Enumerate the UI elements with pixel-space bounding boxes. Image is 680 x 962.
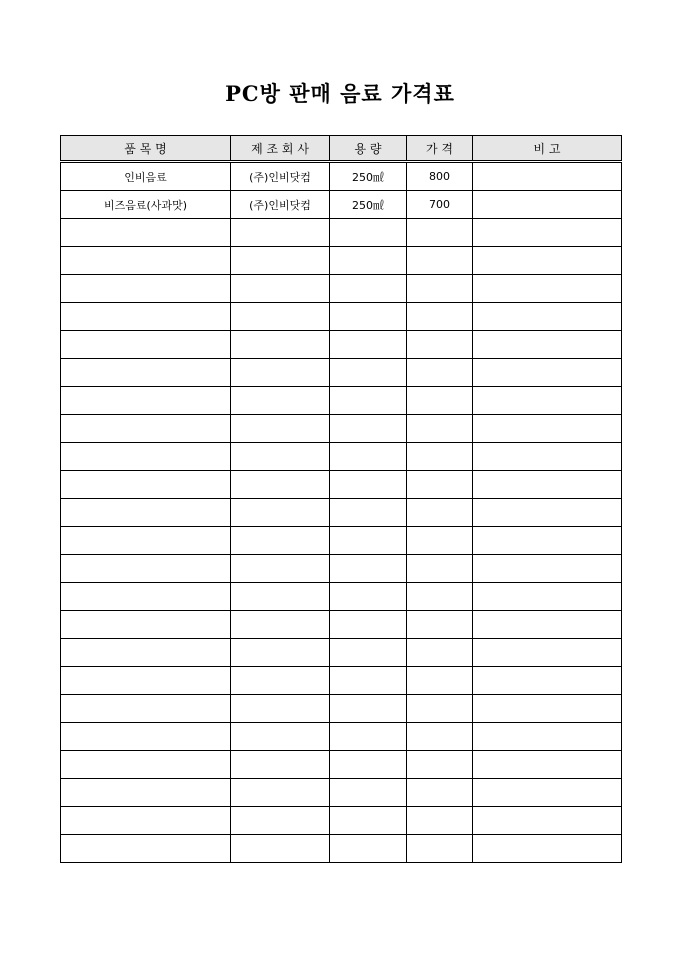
cell-remarks bbox=[473, 723, 622, 751]
cell-remarks bbox=[473, 359, 622, 387]
header-manufacturer: 제 조 회 사 bbox=[231, 136, 330, 162]
cell-remarks bbox=[473, 303, 622, 331]
table-row bbox=[61, 303, 622, 331]
cell-volume bbox=[330, 331, 407, 359]
cell-item-name bbox=[61, 555, 231, 583]
cell-remarks bbox=[473, 695, 622, 723]
cell-volume bbox=[330, 807, 407, 835]
table-row bbox=[61, 527, 622, 555]
header-remarks: 비 고 bbox=[473, 136, 622, 162]
table-row bbox=[61, 583, 622, 611]
table-row bbox=[61, 162, 622, 191]
table-row bbox=[61, 275, 622, 303]
cell-volume bbox=[330, 667, 407, 695]
cell-manufacturer bbox=[231, 415, 330, 443]
cell-manufacturer bbox=[231, 639, 330, 667]
cell-manufacturer bbox=[231, 611, 330, 639]
cell-price bbox=[407, 415, 473, 443]
cell-remarks bbox=[473, 247, 622, 275]
cell-price bbox=[407, 499, 473, 527]
cell-remarks bbox=[473, 219, 622, 247]
table-row bbox=[61, 723, 622, 751]
table-row bbox=[61, 219, 622, 247]
cell-item-name bbox=[61, 331, 231, 359]
cell-manufacturer bbox=[231, 387, 330, 415]
cell-manufacturer bbox=[231, 583, 330, 611]
cell-volume: 250㎖ bbox=[330, 191, 407, 219]
cell-volume bbox=[330, 639, 407, 667]
cell-price bbox=[407, 219, 473, 247]
table-row bbox=[61, 499, 622, 527]
cell-item-name bbox=[61, 667, 231, 695]
cell-volume bbox=[330, 359, 407, 387]
cell-remarks bbox=[473, 667, 622, 695]
cell-item-name bbox=[61, 499, 231, 527]
page-title: PC방 판매 음료 가격표 bbox=[225, 81, 455, 106]
header-price: 가 격 bbox=[407, 136, 473, 162]
cell-manufacturer bbox=[231, 751, 330, 779]
table-header-row bbox=[61, 136, 622, 162]
cell-item-name bbox=[61, 303, 231, 331]
table-row bbox=[61, 835, 622, 863]
cell-item-name bbox=[61, 359, 231, 387]
cell-price bbox=[407, 555, 473, 583]
cell-item-name bbox=[61, 275, 231, 303]
cell-price bbox=[407, 583, 473, 611]
cell-manufacturer bbox=[231, 275, 330, 303]
cell-volume bbox=[330, 611, 407, 639]
cell-volume bbox=[330, 219, 407, 247]
cell-item-name: 인비음료 bbox=[61, 162, 231, 191]
cell-remarks bbox=[473, 275, 622, 303]
cell-remarks bbox=[473, 499, 622, 527]
cell-manufacturer bbox=[231, 359, 330, 387]
table-row bbox=[61, 779, 622, 807]
cell-price bbox=[407, 751, 473, 779]
cell-item-name bbox=[61, 247, 231, 275]
cell-price: 800 bbox=[407, 162, 473, 191]
cell-price: 700 bbox=[407, 191, 473, 219]
cell-manufacturer bbox=[231, 527, 330, 555]
table-row bbox=[61, 471, 622, 499]
cell-volume bbox=[330, 415, 407, 443]
cell-remarks bbox=[473, 779, 622, 807]
cell-remarks bbox=[473, 611, 622, 639]
table-row bbox=[61, 387, 622, 415]
cell-volume: 250㎖ bbox=[330, 162, 407, 191]
table-row bbox=[61, 611, 622, 639]
table-row bbox=[61, 555, 622, 583]
table-row bbox=[61, 667, 622, 695]
cell-price bbox=[407, 723, 473, 751]
table-row bbox=[61, 807, 622, 835]
cell-remarks bbox=[473, 191, 622, 219]
cell-volume bbox=[330, 247, 407, 275]
cell-price bbox=[407, 331, 473, 359]
cell-item-name bbox=[61, 751, 231, 779]
table-row bbox=[61, 331, 622, 359]
table-row bbox=[61, 415, 622, 443]
cell-price bbox=[407, 835, 473, 863]
cell-remarks bbox=[473, 471, 622, 499]
cell-item-name bbox=[61, 779, 231, 807]
cell-remarks bbox=[473, 583, 622, 611]
cell-item-name bbox=[61, 471, 231, 499]
cell-price bbox=[407, 779, 473, 807]
table-row bbox=[61, 751, 622, 779]
cell-price bbox=[407, 387, 473, 415]
cell-item-name bbox=[61, 639, 231, 667]
cell-manufacturer bbox=[231, 667, 330, 695]
cell-manufacturer bbox=[231, 219, 330, 247]
cell-price bbox=[407, 611, 473, 639]
cell-volume bbox=[330, 527, 407, 555]
cell-volume bbox=[330, 695, 407, 723]
cell-item-name bbox=[61, 527, 231, 555]
cell-remarks bbox=[473, 835, 622, 863]
cell-volume bbox=[330, 751, 407, 779]
cell-price bbox=[407, 359, 473, 387]
cell-manufacturer bbox=[231, 303, 330, 331]
cell-manufacturer bbox=[231, 555, 330, 583]
cell-price bbox=[407, 639, 473, 667]
cell-item-name bbox=[61, 695, 231, 723]
header-item-name: 품 목 명 bbox=[61, 136, 231, 162]
cell-manufacturer: (주)인비닷컴 bbox=[231, 191, 330, 219]
cell-manufacturer: (주)인비닷컴 bbox=[231, 162, 330, 191]
table-body bbox=[61, 162, 622, 863]
table-row bbox=[61, 359, 622, 387]
cell-remarks bbox=[473, 443, 622, 471]
table-row bbox=[61, 247, 622, 275]
cell-manufacturer bbox=[231, 471, 330, 499]
cell-volume bbox=[330, 835, 407, 863]
cell-remarks bbox=[473, 639, 622, 667]
cell-remarks bbox=[473, 555, 622, 583]
cell-volume bbox=[330, 583, 407, 611]
cell-item-name bbox=[61, 387, 231, 415]
cell-item-name bbox=[61, 583, 231, 611]
cell-price bbox=[407, 807, 473, 835]
cell-item-name bbox=[61, 807, 231, 835]
table-row bbox=[61, 191, 622, 219]
cell-remarks bbox=[473, 415, 622, 443]
cell-volume bbox=[330, 499, 407, 527]
cell-manufacturer bbox=[231, 695, 330, 723]
cell-item-name bbox=[61, 611, 231, 639]
cell-remarks bbox=[473, 331, 622, 359]
cell-volume bbox=[330, 555, 407, 583]
cell-volume bbox=[330, 779, 407, 807]
cell-remarks bbox=[473, 807, 622, 835]
cell-price bbox=[407, 303, 473, 331]
cell-manufacturer bbox=[231, 779, 330, 807]
cell-item-name: 비즈음료(사과맛) bbox=[61, 191, 231, 219]
cell-volume bbox=[330, 723, 407, 751]
cell-volume bbox=[330, 471, 407, 499]
cell-volume bbox=[330, 275, 407, 303]
cell-price bbox=[407, 695, 473, 723]
cell-remarks bbox=[473, 162, 622, 191]
table-row bbox=[61, 639, 622, 667]
cell-item-name bbox=[61, 835, 231, 863]
cell-manufacturer bbox=[231, 331, 330, 359]
cell-remarks bbox=[473, 387, 622, 415]
table-row bbox=[61, 695, 622, 723]
cell-manufacturer bbox=[231, 807, 330, 835]
cell-price bbox=[407, 247, 473, 275]
cell-manufacturer bbox=[231, 723, 330, 751]
cell-manufacturer bbox=[231, 835, 330, 863]
cell-item-name bbox=[61, 415, 231, 443]
cell-price bbox=[407, 527, 473, 555]
table-row bbox=[61, 443, 622, 471]
cell-item-name bbox=[61, 723, 231, 751]
cell-volume bbox=[330, 387, 407, 415]
cell-item-name bbox=[61, 219, 231, 247]
cell-price bbox=[407, 443, 473, 471]
price-table bbox=[60, 135, 622, 863]
header-volume: 용 량 bbox=[330, 136, 407, 162]
cell-volume bbox=[330, 303, 407, 331]
cell-remarks bbox=[473, 527, 622, 555]
cell-manufacturer bbox=[231, 443, 330, 471]
cell-price bbox=[407, 471, 473, 499]
cell-price bbox=[407, 275, 473, 303]
cell-manufacturer bbox=[231, 247, 330, 275]
cell-item-name bbox=[61, 443, 231, 471]
cell-manufacturer bbox=[231, 499, 330, 527]
cell-remarks bbox=[473, 751, 622, 779]
cell-volume bbox=[330, 443, 407, 471]
cell-price bbox=[407, 667, 473, 695]
